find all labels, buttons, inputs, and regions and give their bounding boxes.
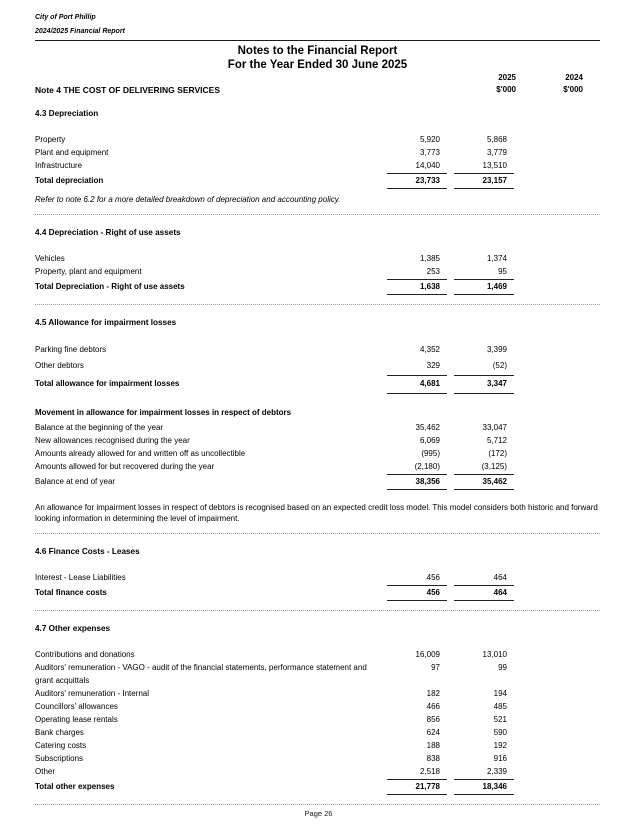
table-row	[35, 687, 600, 700]
section-divider	[35, 533, 600, 534]
value-2025: 23,733	[387, 174, 447, 189]
value-2025: 1,385	[419, 254, 440, 263]
table-row	[35, 146, 600, 159]
row-label: Auditors' remuneration - Internal	[35, 689, 150, 698]
table-row	[35, 265, 600, 280]
page-number: Page 26	[304, 809, 333, 818]
value-2025: 456	[387, 571, 447, 586]
row-label: Infrastructure	[35, 161, 83, 170]
table-row	[35, 434, 600, 447]
value-2024: 464	[454, 571, 514, 586]
value-2025: 38,356	[387, 475, 447, 490]
value-2025: 329	[387, 358, 447, 376]
section-divider	[35, 610, 600, 611]
value-2025: 4,352	[419, 345, 440, 354]
unit-col-2025: $'000	[496, 85, 516, 94]
value-2024: 33,047	[482, 423, 507, 432]
row-label: Total Depreciation - Right of use assets	[35, 282, 185, 291]
table-row	[35, 739, 600, 752]
value-2025: 624	[426, 728, 440, 737]
section-heading: 4.7 Other expenses	[35, 624, 111, 633]
value-2024: 1,469	[454, 280, 514, 295]
value-2024: 35,462	[454, 475, 514, 490]
section-divider	[35, 804, 600, 805]
table-row	[35, 726, 600, 739]
value-2025: 838	[426, 754, 440, 763]
section-4-5	[35, 318, 600, 534]
row-label: Interest - Lease Liabilities	[35, 573, 126, 582]
row-label: Total finance costs	[35, 588, 107, 597]
rows-block	[35, 648, 600, 795]
section-divider	[35, 304, 600, 305]
rows-block	[35, 133, 600, 189]
section-4-6	[35, 547, 600, 611]
year-col-2024: 2024	[565, 73, 583, 82]
row-label: Amounts already allowed for and written off as uncollectible	[35, 449, 246, 458]
value-2024: 3,779	[486, 148, 507, 157]
units-header-row	[35, 84, 600, 96]
value-2025: 456	[387, 586, 447, 601]
table-row	[35, 661, 600, 687]
row-label: Amounts allowed for but recovered during the year	[35, 462, 215, 471]
table-row	[35, 159, 600, 174]
table-row	[35, 648, 600, 661]
section-divider	[35, 214, 600, 215]
value-2025: 14,040	[387, 159, 447, 174]
value-2025: 3,773	[419, 148, 440, 157]
table-row	[35, 252, 600, 265]
row-label: Other	[35, 767, 56, 776]
value-2025: 2,518	[387, 765, 447, 780]
value-2024: 13,510	[454, 159, 514, 174]
table-row	[35, 780, 600, 795]
report-title-line2: For the Year Ended 30 June 2025	[227, 59, 408, 71]
value-2024: 18,346	[454, 780, 514, 795]
value-2024: 5,868	[486, 135, 507, 144]
rows-block	[35, 421, 600, 490]
value-2024: 2,339	[454, 765, 514, 780]
row-label: Parking fine debtors	[35, 345, 107, 354]
value-2025: 856	[426, 715, 440, 724]
note4-title: Note 4 THE COST OF DELIVERING SERVICES	[35, 85, 220, 95]
value-2025: 253	[387, 265, 447, 280]
row-label: Auditors' remuneration - VAGO - audit of the financial statements, performance statement and grant acquittals	[35, 663, 367, 685]
row-label: Property	[35, 135, 66, 144]
table-row	[35, 447, 600, 460]
rows-block	[35, 252, 600, 295]
header-doc: 2024/2025 Financial Report	[35, 28, 125, 35]
table-row	[35, 752, 600, 765]
value-2024: 916	[493, 754, 507, 763]
value-2025: 6,069	[419, 436, 440, 445]
row-label: New allowances recognised during the year	[35, 436, 190, 445]
row-label: Contributions and donations	[35, 650, 135, 659]
rows-block	[35, 571, 600, 601]
row-label: Catering costs	[35, 741, 87, 750]
movement-subheading: Movement in allowance for impairment losses in respect of debtors	[35, 408, 292, 417]
report-title	[35, 44, 600, 72]
value-2025: 21,778	[387, 780, 447, 795]
header-org: City of Port Phillip	[35, 14, 96, 21]
document-header	[35, 13, 600, 41]
section-heading: 4.6 Finance Costs - Leases	[35, 547, 140, 556]
value-2024: 1,374	[486, 254, 507, 263]
value-2025: 182	[426, 689, 440, 698]
row-label: Plant and equipment	[35, 148, 109, 157]
year-col-2025: 2025	[498, 73, 516, 82]
section-heading: 4.3 Depreciation	[35, 109, 99, 118]
explanatory-paragraph: An allowance for impairment losses in respect of debtors is recognised based on an expected credit loss model. This model considers both historic and forward looking information in determining the level of impairment.	[35, 503, 598, 523]
section-heading: 4.5 Allowance for impairment losses	[35, 318, 177, 327]
value-2024: 464	[454, 586, 514, 601]
value-2024: 99	[498, 663, 507, 672]
table-row	[35, 460, 600, 475]
value-2024: 13,010	[482, 650, 507, 659]
value-2024: 485	[493, 702, 507, 711]
row-label: Total depreciation	[35, 176, 104, 185]
value-2024: 521	[493, 715, 507, 724]
value-2025: (2,180)	[387, 460, 447, 475]
value-2025: 188	[426, 741, 440, 750]
row-label: Subscriptions	[35, 754, 84, 763]
value-2024: (172)	[488, 449, 507, 458]
value-2024: 23,157	[454, 174, 514, 189]
table-row	[35, 700, 600, 713]
table-row	[35, 765, 600, 780]
row-label: Bank charges	[35, 728, 84, 737]
value-2025: 466	[426, 702, 440, 711]
value-2024: 5,712	[486, 436, 507, 445]
value-2024: 194	[493, 689, 507, 698]
value-2024: 3,347	[454, 376, 514, 394]
table-row	[35, 358, 600, 376]
value-2025: 97	[431, 663, 440, 672]
value-2024: 590	[493, 728, 507, 737]
value-2025: 4,681	[387, 376, 447, 394]
row-label: Other debtors	[35, 361, 84, 370]
section-4-7	[35, 624, 600, 805]
value-2024: 192	[493, 741, 507, 750]
row-label: Councillors' allowances	[35, 702, 118, 711]
value-2024: 95	[454, 265, 514, 280]
value-2024: (3,125)	[454, 460, 514, 475]
table-row	[35, 571, 600, 586]
value-2024: (52)	[454, 358, 514, 376]
table-row	[35, 376, 600, 394]
row-label: Balance at end of year	[35, 477, 116, 486]
note-header-block	[35, 72, 600, 96]
year-header-row	[35, 72, 600, 84]
table-row	[35, 174, 600, 189]
reference-note: Refer to note 6.2 for a more detailed breakdown of depreciation and accounting policy.	[35, 195, 341, 204]
section-4-4	[35, 228, 600, 305]
header-rule	[35, 40, 600, 41]
row-label: Total allowance for impairment losses	[35, 379, 180, 388]
row-label: Property, plant and equipment	[35, 267, 142, 276]
value-2025: 5,920	[419, 135, 440, 144]
value-2025: 1,638	[387, 280, 447, 295]
page-content	[35, 0, 600, 805]
rows-block	[35, 342, 600, 394]
table-row	[35, 586, 600, 601]
table-row	[35, 280, 600, 295]
section-4-3	[35, 109, 600, 215]
value-2025: (995)	[421, 449, 440, 458]
value-2025: 35,462	[415, 423, 440, 432]
table-row	[35, 342, 600, 358]
row-label: Total other expenses	[35, 782, 115, 791]
report-title-line1: Notes to the Financial Report	[237, 45, 398, 57]
table-row	[35, 133, 600, 146]
table-row	[35, 475, 600, 490]
sections	[35, 109, 600, 805]
row-label: Balance at the beginning of the year	[35, 423, 164, 432]
table-row	[35, 421, 600, 434]
section-heading: 4.4 Depreciation - Right of use assets	[35, 228, 181, 237]
unit-col-2024: $'000	[563, 85, 583, 94]
value-2024: 3,399	[486, 345, 507, 354]
row-label: Operating lease rentals	[35, 715, 118, 724]
row-label: Vehicles	[35, 254, 65, 263]
value-2025: 16,009	[415, 650, 440, 659]
table-row	[35, 713, 600, 726]
